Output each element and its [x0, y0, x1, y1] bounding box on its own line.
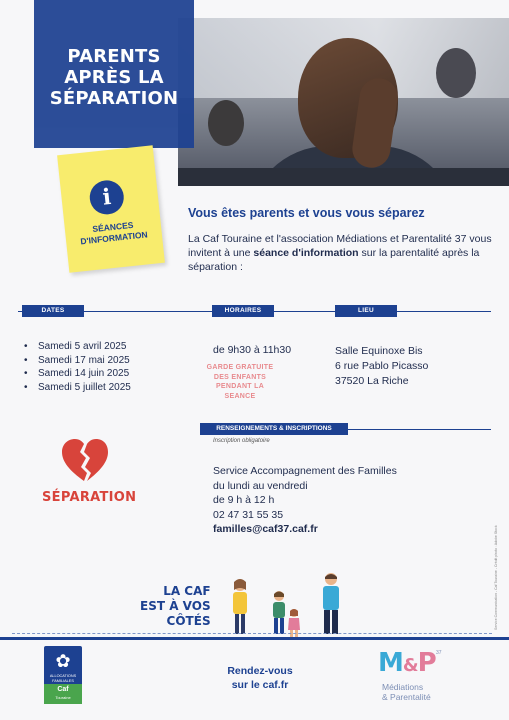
mp-logo-line: & Parentalité — [382, 692, 431, 702]
mp-logo-m: M — [378, 648, 403, 678]
mp-logo-amp: & — [402, 655, 418, 676]
website-callout-line: Rendez-vous — [227, 665, 293, 677]
tag-horaires: HORAIRES — [212, 305, 274, 317]
info-icon: i — [88, 179, 125, 216]
inscription-note: Inscription obligatoire — [213, 438, 270, 444]
venue-line: 6 rue Pablo Picasso — [335, 360, 429, 372]
list-item: • Samedi 14 juin 2025 — [22, 367, 131, 381]
intro-text — [188, 232, 498, 274]
caf-logo-name: Caf — [57, 686, 69, 693]
hero-photo — [178, 18, 509, 186]
page-title: PARENTS APRÈS LA SÉPARATION — [49, 46, 179, 109]
photo-chairs — [178, 168, 509, 186]
caf-logo — [44, 646, 82, 704]
ground-dashed-line — [12, 633, 492, 635]
contact-phone: 02 47 31 55 35 — [213, 508, 284, 521]
intro-part1: La Caf Touraine et l'association Médiations et Parentalité 37 vous invitent à une — [188, 233, 492, 259]
mp-logo-mark — [378, 648, 436, 678]
caf-logo-region: Touraine — [55, 695, 71, 700]
website-callout[interactable] — [210, 664, 310, 692]
caf-slogan-line: LA CAF — [163, 584, 211, 598]
tag-renseignements: RENSEIGNEMENTS & INSCRIPTIONS — [200, 423, 348, 435]
caf-slogan — [140, 584, 211, 629]
intro-part2: sur la parentalité après la séparation : — [188, 247, 480, 273]
website-callout-line: sur le caf.fr — [231, 679, 289, 691]
contact-service: Service Accompagnement des Familles — [213, 465, 397, 477]
photo-person-right — [436, 48, 476, 98]
father-figure-icon — [318, 572, 344, 638]
venue-line: Salle Equinoxe Bis — [335, 345, 423, 357]
caf-slogan-line: EST À VOS — [140, 599, 211, 613]
contact-hours: de 9 h à 12 h — [213, 494, 275, 506]
mp-logo-number: 37 — [436, 650, 442, 656]
contact-email[interactable]: familles@caf37.caf.fr — [213, 523, 318, 535]
sticky-note — [57, 145, 165, 272]
dates-list — [22, 340, 131, 394]
subtitle: Vous êtes parents et vous vous séparez — [188, 206, 425, 220]
title-box — [34, 0, 194, 148]
mp-logo-line: Médiations — [382, 682, 424, 692]
broken-heart-icon — [60, 437, 110, 483]
credits-note: Service Communication - Caf Touraine - Crédit photo : Adobe Stock — [494, 525, 498, 630]
venue-address — [335, 344, 428, 389]
separation-label: SÉPARATION — [42, 490, 137, 505]
caf-emblem-icon: ✿ — [55, 651, 71, 671]
sticky-note-label: SÉANCES D'INFORMATION — [79, 219, 149, 247]
session-hours: de 9h30 à 11h30 — [213, 344, 292, 356]
photo-person-left — [208, 100, 244, 146]
caf-logo-line: ALLOCATIONS FAMILIALES — [49, 674, 77, 683]
contact-days: du lundi au vendredi — [213, 479, 308, 492]
list-item: • Samedi 5 avril 2025 — [22, 340, 131, 354]
mother-figure-icon — [228, 578, 252, 638]
tag-dates: DATES — [22, 305, 84, 317]
contact-info — [213, 464, 397, 537]
mp-logo-text — [382, 682, 431, 702]
caf-slogan-line: CÔTÉS — [166, 614, 211, 628]
list-item: • Samedi 17 mai 2025 — [22, 354, 131, 368]
mp-logo-p: P — [417, 648, 436, 678]
mediations-parentalite-logo — [378, 648, 458, 708]
childcare-notice: GARDE GRATUITE DES ENFANTS PENDANT LA SEANCE — [206, 364, 274, 400]
intro-bold: séance d'information — [253, 247, 359, 259]
child-boy-figure-icon — [270, 590, 288, 638]
ground-line — [0, 637, 509, 640]
venue-line: 37520 La Riche — [335, 375, 409, 387]
tag-lieu: LIEU — [335, 305, 397, 317]
list-item: • Samedi 5 juillet 2025 — [22, 381, 131, 395]
